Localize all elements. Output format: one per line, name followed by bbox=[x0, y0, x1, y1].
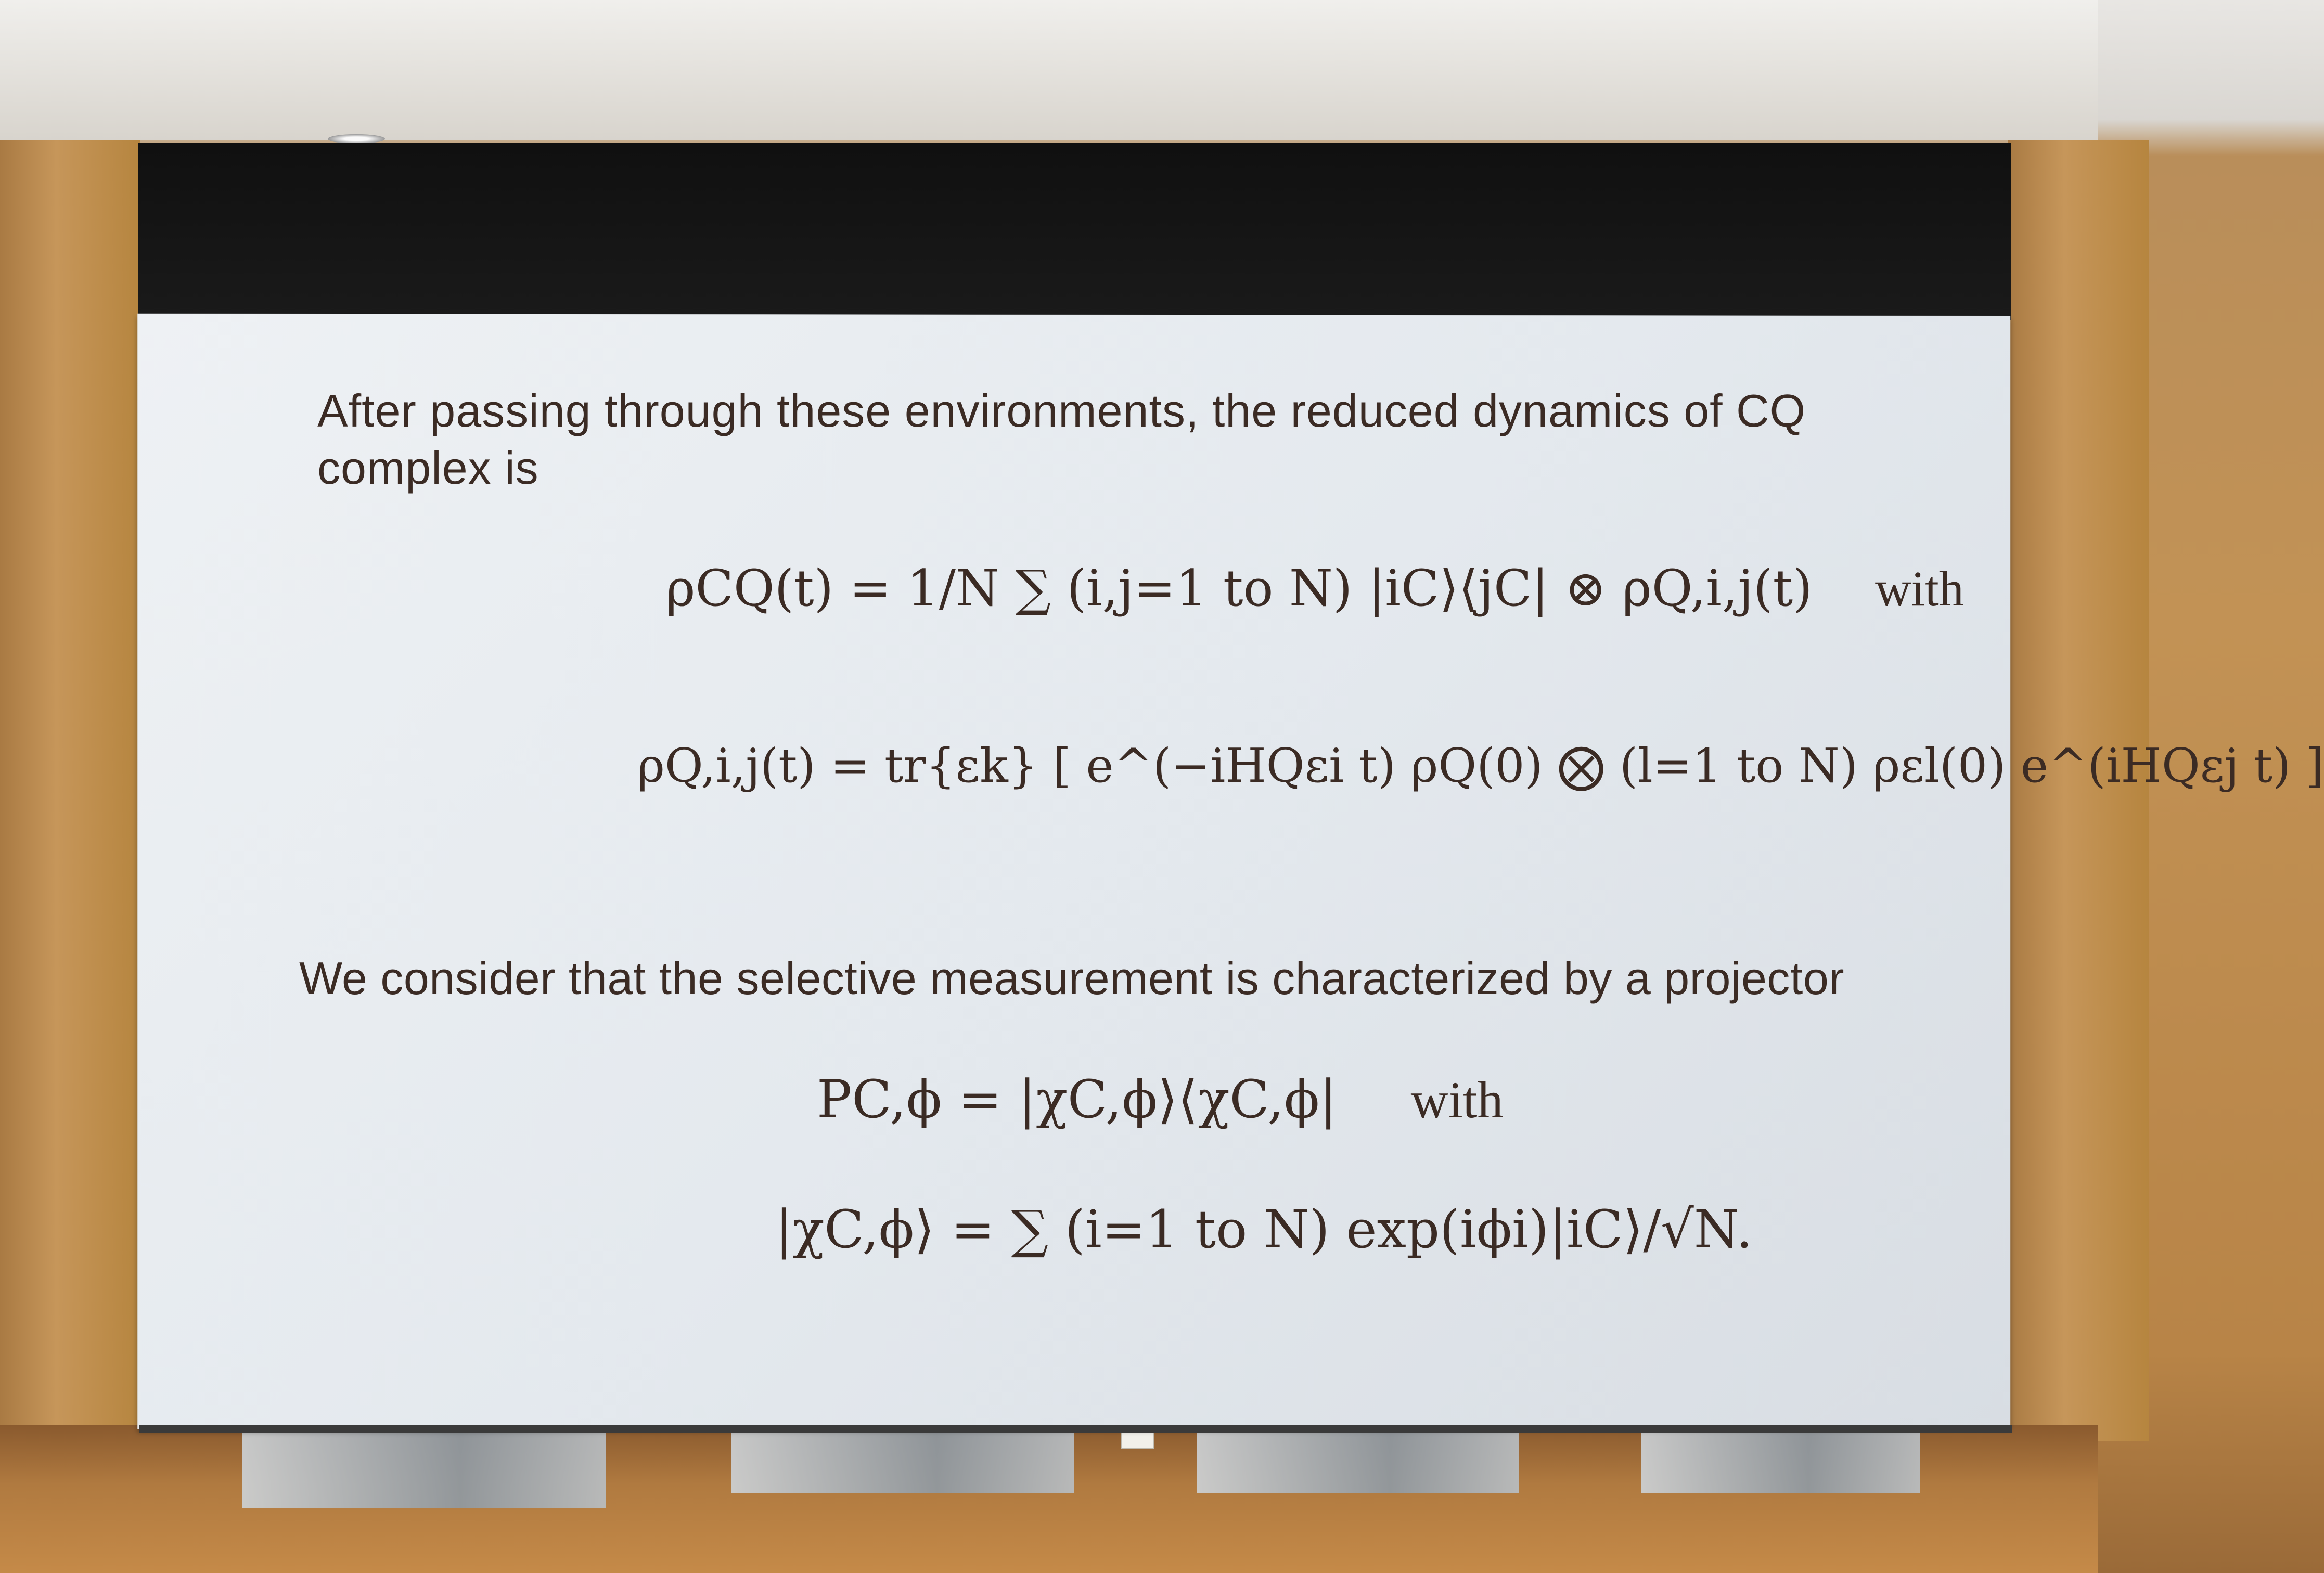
ceiling-light bbox=[328, 134, 385, 144]
equation-1-with: with bbox=[1875, 561, 1964, 616]
equation-3-with: with bbox=[1410, 1071, 1504, 1129]
consider-paragraph: We consider that the selective measurement is characterized by a projector bbox=[299, 952, 1845, 1004]
equation-projector bbox=[817, 1069, 1504, 1130]
intro-line-2: complex is bbox=[317, 442, 539, 494]
wall-panel-left bbox=[0, 140, 140, 1441]
equation-partial-trace bbox=[637, 739, 2324, 793]
equation-3: PC,ϕ = |χC,ϕ⟩⟨χC,ϕ| bbox=[817, 1069, 1337, 1130]
equation-reduced-dynamics bbox=[666, 559, 1964, 617]
screen-bottom-bar bbox=[139, 1425, 2012, 1433]
wall-poster bbox=[242, 1430, 606, 1508]
intro-paragraph bbox=[317, 382, 1806, 497]
equation-2: ρQ,i,j(t) = tr{εk} [ e^(−iHQεi t) ρQ(0) ⨂ (l=1 to N) ρεl(0) e^(iHQεj t) ] bbox=[637, 739, 2324, 793]
intro-line-1: After passing through these environments, the reduced dynamics of CQ bbox=[317, 385, 1806, 436]
screen-housing bbox=[138, 143, 2011, 320]
equation-4: |χC,ϕ⟩ = ∑ (i=1 to N) exp(iϕi)|iC⟩/√N. bbox=[775, 1199, 1753, 1260]
equation-1: ρCQ(t) = 1/N ∑ (i,j=1 to N) |iC⟩⟨jC| ⊗ ρQ,i,j(t) bbox=[666, 559, 1813, 617]
ceiling bbox=[0, 0, 2098, 140]
equation-state bbox=[775, 1199, 1753, 1260]
